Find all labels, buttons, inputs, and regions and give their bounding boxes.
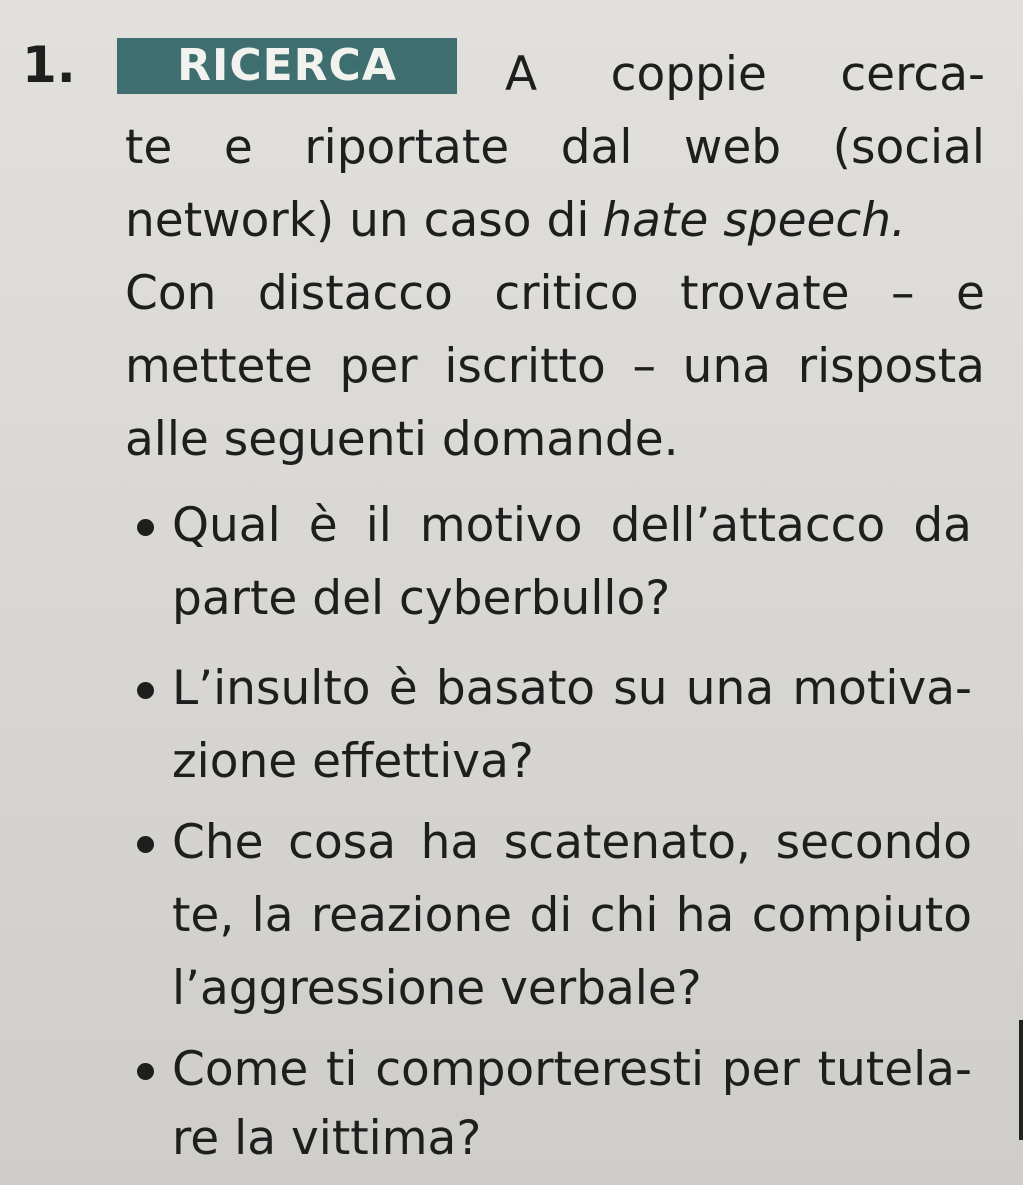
word: su bbox=[613, 661, 668, 716]
word: Con bbox=[125, 266, 217, 321]
question-4-line-1 bbox=[172, 1040, 972, 1100]
word: trovate bbox=[680, 266, 850, 321]
question-2-line-2: zione effettiva? bbox=[172, 734, 534, 789]
intro-line-3: network) un caso di hate speech. bbox=[125, 191, 985, 251]
word: secondo bbox=[775, 815, 972, 870]
word: ti bbox=[326, 1042, 358, 1097]
word: il bbox=[365, 498, 392, 553]
ricerca-badge: RICERCA bbox=[117, 38, 457, 94]
word: te bbox=[125, 120, 173, 175]
word: riportate bbox=[304, 120, 510, 175]
word: A bbox=[505, 47, 538, 102]
question-3-line-1 bbox=[172, 813, 972, 873]
word: da bbox=[913, 498, 972, 553]
word: una bbox=[685, 661, 775, 716]
word: dell’attacco bbox=[610, 498, 886, 553]
word: basato bbox=[435, 661, 595, 716]
word: (social bbox=[832, 120, 985, 175]
intro-line-6: alle seguenti domande. bbox=[125, 412, 679, 467]
question-4-line-2: re la vittima? bbox=[172, 1111, 482, 1166]
word: motivo bbox=[419, 498, 583, 553]
word: distacco bbox=[257, 266, 453, 321]
word: Qual bbox=[172, 498, 281, 553]
exercise-number: 1. bbox=[22, 36, 76, 94]
word: tutela- bbox=[817, 1042, 972, 1097]
question-3-line-2 bbox=[172, 886, 972, 946]
word: mettete bbox=[125, 339, 313, 394]
word: coppie bbox=[610, 47, 767, 102]
word: è bbox=[308, 498, 338, 553]
word: Come bbox=[172, 1042, 309, 1097]
word: motiva- bbox=[792, 661, 972, 716]
word: per bbox=[721, 1042, 800, 1097]
bullet-icon bbox=[137, 519, 154, 536]
word: dal bbox=[560, 120, 633, 175]
word: – bbox=[632, 339, 656, 394]
word: e bbox=[956, 266, 985, 321]
word: cosa bbox=[288, 815, 397, 870]
word: per bbox=[339, 339, 418, 394]
word: reazione bbox=[310, 888, 513, 943]
word: la bbox=[251, 888, 294, 943]
intro-line-5 bbox=[125, 337, 985, 397]
word: Che bbox=[172, 815, 264, 870]
bullet-icon bbox=[137, 682, 154, 699]
word: ha bbox=[420, 815, 480, 870]
word: risposta bbox=[797, 339, 985, 394]
word: cerca- bbox=[840, 47, 985, 102]
word: te, bbox=[172, 888, 235, 943]
question-1-line-2: parte del cyberbullo? bbox=[172, 571, 671, 626]
word: scatenato, bbox=[503, 815, 751, 870]
word: e bbox=[223, 120, 253, 175]
word: L’insulto bbox=[172, 661, 371, 716]
word: critico bbox=[494, 266, 639, 321]
intro-line-1 bbox=[505, 45, 985, 105]
word: di bbox=[529, 888, 573, 943]
hate-speech-term: hate speech. bbox=[602, 193, 906, 248]
word: web bbox=[683, 120, 782, 175]
bullet-icon bbox=[137, 1063, 154, 1080]
question-2-line-1 bbox=[172, 659, 972, 719]
bullet-icon bbox=[137, 836, 154, 853]
word: iscritto bbox=[444, 339, 606, 394]
word: compiuto bbox=[751, 888, 972, 943]
page-edge-shadow bbox=[1019, 1020, 1023, 1140]
word: ha bbox=[675, 888, 735, 943]
word: è bbox=[388, 661, 418, 716]
word: chi bbox=[589, 888, 659, 943]
question-1-line-1 bbox=[172, 496, 972, 556]
word: comporteresti bbox=[375, 1042, 705, 1097]
word: – bbox=[891, 266, 915, 321]
intro-line-2 bbox=[125, 118, 985, 178]
question-3-line-3: l’aggressione verbale? bbox=[172, 961, 702, 1016]
intro-line-4 bbox=[125, 264, 985, 324]
word: una bbox=[682, 339, 772, 394]
